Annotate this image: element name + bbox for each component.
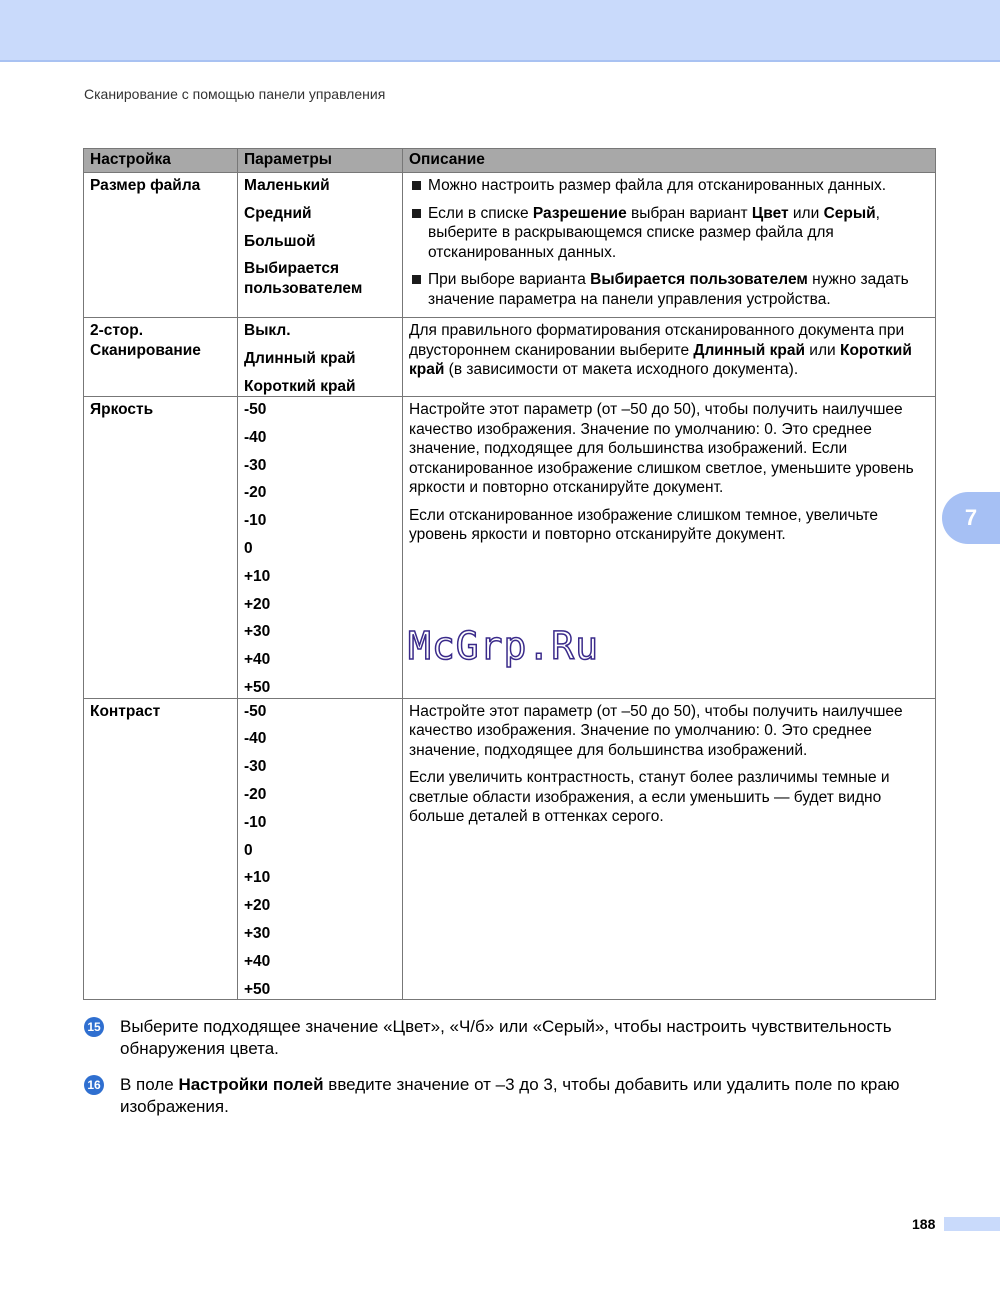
parameter-value: Средний bbox=[244, 204, 312, 222]
bullet-text bbox=[428, 204, 929, 263]
parameter-value: -10 bbox=[244, 813, 267, 831]
step-number-badge: 16 bbox=[84, 1075, 104, 1095]
bullet-item bbox=[409, 176, 929, 196]
text-run: При выборе варианта bbox=[428, 271, 591, 288]
text-run: или bbox=[805, 341, 840, 359]
parameter-value: +40 bbox=[244, 651, 271, 669]
bold-term: Разрешение bbox=[532, 204, 627, 222]
parameter-value: +40 bbox=[244, 952, 271, 970]
text-run: Настройте этот параметр (от –50 до 50), чтобы получить наилучшее качество изображения. Значение по умолчанию: 0. Это среднее значение, подходящее для большинства изображений. bbox=[409, 702, 903, 759]
parameter-value: Короткий край bbox=[244, 377, 356, 395]
text-run: (в зависимости от макета исходного документа). bbox=[444, 361, 799, 378]
parameter-value: +50 bbox=[244, 679, 271, 697]
page-number-bar bbox=[944, 1217, 1000, 1231]
column-header: Описание bbox=[403, 149, 936, 173]
parameter-list bbox=[238, 173, 403, 318]
square-bullet-icon bbox=[412, 209, 421, 218]
table-body bbox=[84, 173, 936, 1000]
bold-term: Настройки полей bbox=[178, 1075, 324, 1094]
parameter-value: Выбирается пользователем bbox=[244, 260, 363, 297]
square-bullet-icon bbox=[412, 275, 421, 284]
bold-term: Серый bbox=[823, 204, 876, 222]
settings-table bbox=[83, 148, 936, 1000]
chapter-tab[interactable]: 7 bbox=[942, 492, 1000, 544]
step-item bbox=[84, 1016, 944, 1060]
text-run: Выберите подходящее значение «Цвет», «Ч/б» или «Серый», чтобы настроить чувствительность обнаружения цвета. bbox=[120, 1017, 892, 1058]
steps-list bbox=[84, 1016, 944, 1132]
parameter-list bbox=[238, 318, 403, 397]
parameter-value: +30 bbox=[244, 623, 271, 641]
text-run: или bbox=[788, 204, 824, 222]
text-run: Если увеличить контрастность, станут более различимы темные и светлые области изображения, а если уменьшить — будет видно больше деталей в оттенках серого. bbox=[409, 769, 890, 826]
text-run: нужно задать значение параметра на панели управления устройства. bbox=[428, 271, 909, 308]
bullet-item bbox=[409, 270, 929, 309]
parameter-value: +30 bbox=[244, 924, 271, 942]
text-run: В поле bbox=[120, 1075, 179, 1094]
step-number-badge: 15 bbox=[84, 1017, 104, 1037]
header-band bbox=[0, 0, 1000, 62]
description-paragraph bbox=[409, 321, 929, 380]
parameter-value: Длинный край bbox=[244, 349, 356, 367]
parameter-value: -30 bbox=[244, 456, 267, 474]
watermark: McGrp.Ru bbox=[408, 624, 600, 668]
description-paragraph bbox=[409, 506, 929, 545]
bold-term: Короткий край bbox=[409, 341, 912, 378]
square-bullet-icon bbox=[412, 181, 421, 190]
parameter-list bbox=[238, 397, 403, 698]
table-header-row bbox=[84, 149, 936, 173]
parameter-value: -10 bbox=[244, 512, 267, 530]
description-paragraph bbox=[409, 702, 929, 761]
parameter-value: -20 bbox=[244, 484, 267, 502]
step-item bbox=[84, 1074, 944, 1118]
parameter-value: Большой bbox=[244, 232, 316, 250]
column-header: Параметры bbox=[238, 149, 403, 173]
text-run: Можно настроить размер файла для отсканированных данных. bbox=[428, 177, 887, 194]
text-run: Если отсканированное изображение слишком темное, увеличьте уровень яркости и повторно отсканируйте документ. bbox=[409, 506, 879, 544]
description bbox=[403, 173, 936, 318]
setting-name: 2-стор. Сканирование bbox=[84, 318, 238, 397]
setting-name: Размер файла bbox=[84, 173, 238, 318]
running-head: Сканирование с помощью панели управления bbox=[84, 86, 386, 102]
page-number: 188 bbox=[912, 1216, 936, 1232]
bullet-text bbox=[428, 270, 929, 309]
step-text bbox=[120, 1074, 944, 1118]
setting-name: Яркость bbox=[84, 397, 238, 698]
parameter-value: 0 bbox=[244, 540, 253, 558]
step-text bbox=[120, 1016, 944, 1060]
description bbox=[403, 318, 936, 397]
description-paragraph bbox=[409, 768, 929, 827]
setting-name: Контраст bbox=[84, 698, 238, 999]
parameter-list bbox=[238, 698, 403, 999]
parameter-value: -30 bbox=[244, 758, 267, 776]
parameter-value: Выкл. bbox=[244, 322, 291, 339]
description-paragraph bbox=[409, 400, 929, 498]
parameter-value: -50 bbox=[244, 401, 267, 419]
text-run: введите значение от –3 до 3, чтобы добавить или удалить поле по краю изображения. bbox=[120, 1075, 900, 1116]
text-run: Если в списке bbox=[428, 204, 533, 222]
parameter-value: Маленький bbox=[244, 177, 330, 194]
parameter-value: -20 bbox=[244, 785, 267, 803]
parameter-value: +20 bbox=[244, 897, 271, 915]
parameter-value: +10 bbox=[244, 567, 271, 585]
table-row bbox=[84, 698, 936, 999]
bold-term: Длинный край bbox=[693, 341, 805, 359]
bullet-text bbox=[428, 176, 886, 196]
text-run: Настройте этот параметр (от –50 до 50), чтобы получить наилучшее качество изображения. Значение по умолчанию: 0. Это среднее значение, подходящее для большинства изображений. Если отсканированное изображение слишком светлое, уменьшите уровень яркости и повторно отсканируйте документ. bbox=[409, 401, 914, 497]
table-row bbox=[84, 173, 936, 318]
text-run: выбран вариант bbox=[626, 204, 752, 222]
column-header: Настройка bbox=[84, 149, 238, 173]
parameter-value: -40 bbox=[244, 730, 267, 748]
parameter-value: 0 bbox=[244, 841, 253, 859]
text-run: Для правильного форматирования отсканированного документа при двустороннем сканировании выберите bbox=[409, 322, 905, 359]
parameter-value: +20 bbox=[244, 595, 271, 613]
parameter-value: +10 bbox=[244, 869, 271, 887]
bullet-item bbox=[409, 204, 929, 263]
text-run: , выберите в раскрывающемся списке размер файла для отсканированных данных. bbox=[428, 204, 880, 261]
bold-term: Выбирается пользователем bbox=[590, 271, 808, 288]
bold-term: Цвет bbox=[751, 204, 789, 222]
parameter-value: -50 bbox=[244, 702, 267, 720]
parameter-value: -40 bbox=[244, 428, 267, 446]
parameter-value: +50 bbox=[244, 980, 271, 998]
description bbox=[403, 698, 936, 999]
table-row bbox=[84, 318, 936, 397]
